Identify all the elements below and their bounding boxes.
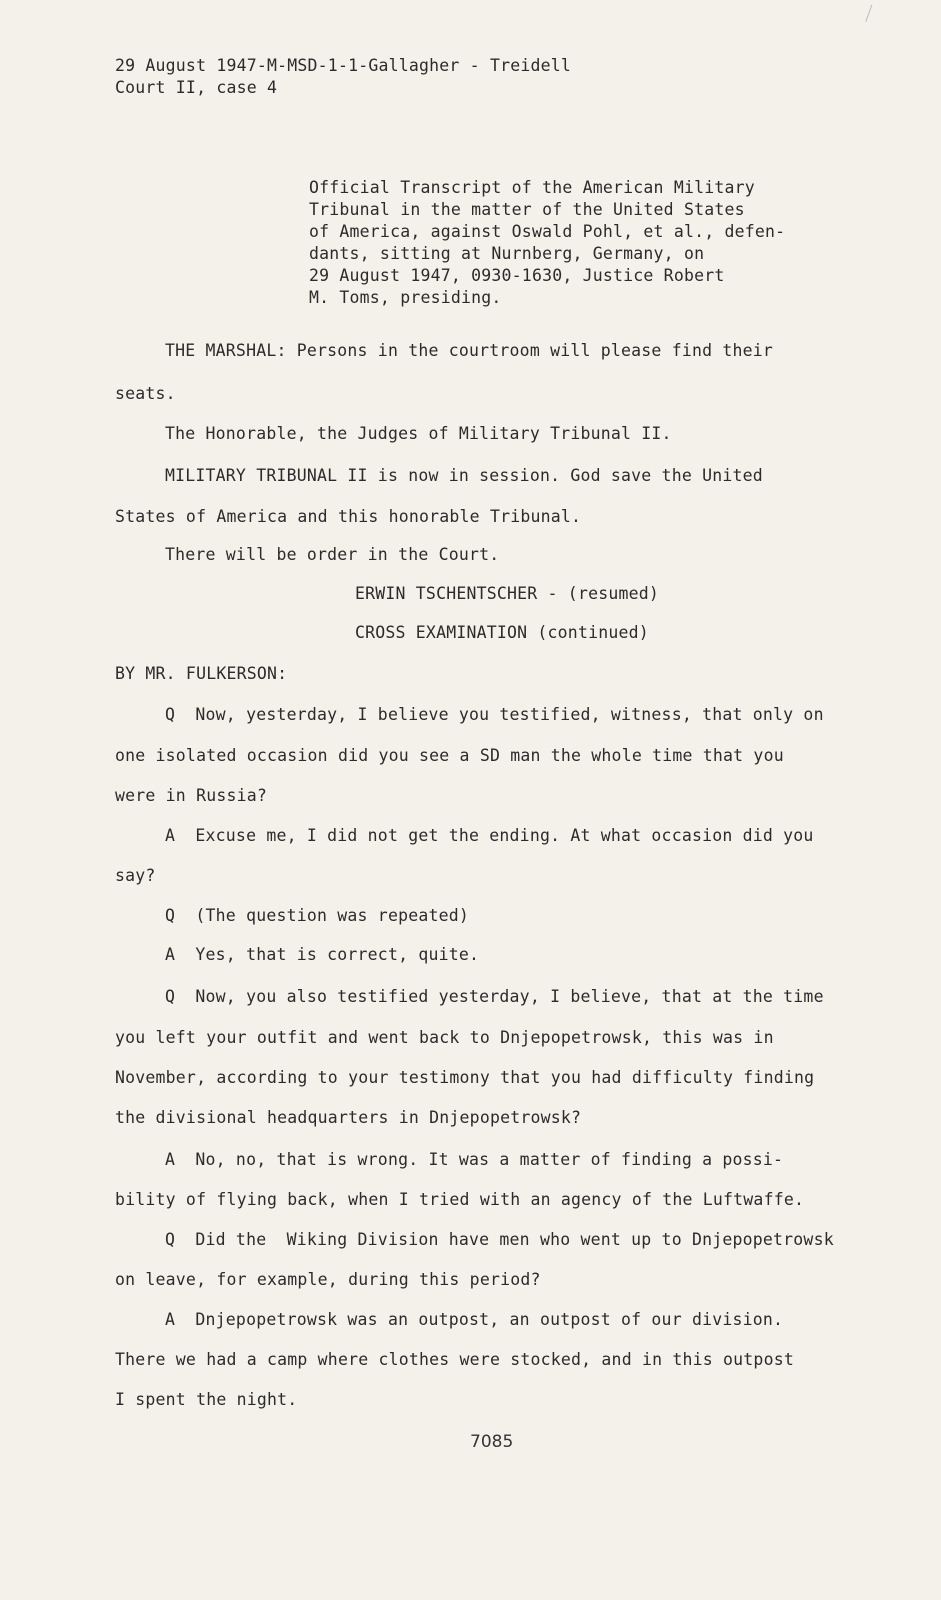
official-transcript-line: Tribunal in the matter of the United States <box>309 200 745 219</box>
body-line: seats. <box>115 384 176 403</box>
body-line: A No, no, that is wrong. It was a matter of finding a possi- <box>165 1150 784 1169</box>
body-line: There we had a camp where clothes were stocked, and in this outpost <box>115 1350 794 1369</box>
body-line: bility of flying back, when I tried with an agency of the Luftwaffe. <box>115 1190 805 1209</box>
body-line: Q Did the Wiking Division have men who went up to Dnjepopetrowsk <box>165 1230 834 1249</box>
body-line: A Excuse me, I did not get the ending. At what occasion did you <box>165 826 814 845</box>
body-line: A Yes, that is correct, quite. <box>165 945 480 964</box>
body-line: on leave, for example, during this period? <box>115 1270 541 1289</box>
official-transcript-line: M. Toms, presiding. <box>309 288 502 307</box>
page-number: 7085 <box>470 1432 514 1452</box>
body-line: Q Now, yesterday, I believe you testified, witness, that only on <box>165 705 824 724</box>
body-line: say? <box>115 866 156 885</box>
body-line: The Honorable, the Judges of Military Tribunal II. <box>165 424 672 443</box>
examiner-heading: BY MR. FULKERSON: <box>115 664 288 683</box>
official-transcript-line: 29 August 1947, 0930-1630, Justice Robert <box>309 266 725 285</box>
body-line: A Dnjepopetrowsk was an outpost, an outpost of our division. <box>165 1310 784 1329</box>
header-line-1: 29 August 1947-M-MSD-1-1-Gallagher - Treidell <box>115 56 572 75</box>
official-transcript-line: dants, sitting at Nurnberg, Germany, on <box>309 244 705 263</box>
body-line: were in Russia? <box>115 786 268 805</box>
body-line: November, according to your testimony that you had difficulty finding <box>115 1068 815 1087</box>
body-line: I spent the night. <box>115 1390 298 1409</box>
witness-heading: ERWIN TSCHENTSCHER - (resumed) <box>355 584 660 603</box>
page-corner-mark <box>865 5 881 26</box>
body-line: one isolated occasion did you see a SD man the whole time that you <box>115 746 784 765</box>
official-transcript-line: Official Transcript of the American Military <box>309 178 755 197</box>
body-line: States of America and this honorable Tribunal. <box>115 507 582 526</box>
body-line: you left your outfit and went back to Dnjepopetrowsk, this was in <box>115 1028 774 1047</box>
body-line: THE MARSHAL: Persons in the courtroom will please find their <box>165 341 774 360</box>
body-line: There will be order in the Court. <box>165 545 500 564</box>
header-line-2: Court II, case 4 <box>115 78 278 97</box>
body-line: MILITARY TRIBUNAL II is now in session. God save the United <box>165 466 763 485</box>
body-line: the divisional headquarters in Dnjepopetrowsk? <box>115 1108 582 1127</box>
official-transcript-line: of America, against Oswald Pohl, et al., defen- <box>309 222 786 241</box>
body-line: Q Now, you also testified yesterday, I believe, that at the time <box>165 987 824 1006</box>
body-line: Q (The question was repeated) <box>165 906 470 925</box>
examination-heading: CROSS EXAMINATION (continued) <box>355 623 649 642</box>
